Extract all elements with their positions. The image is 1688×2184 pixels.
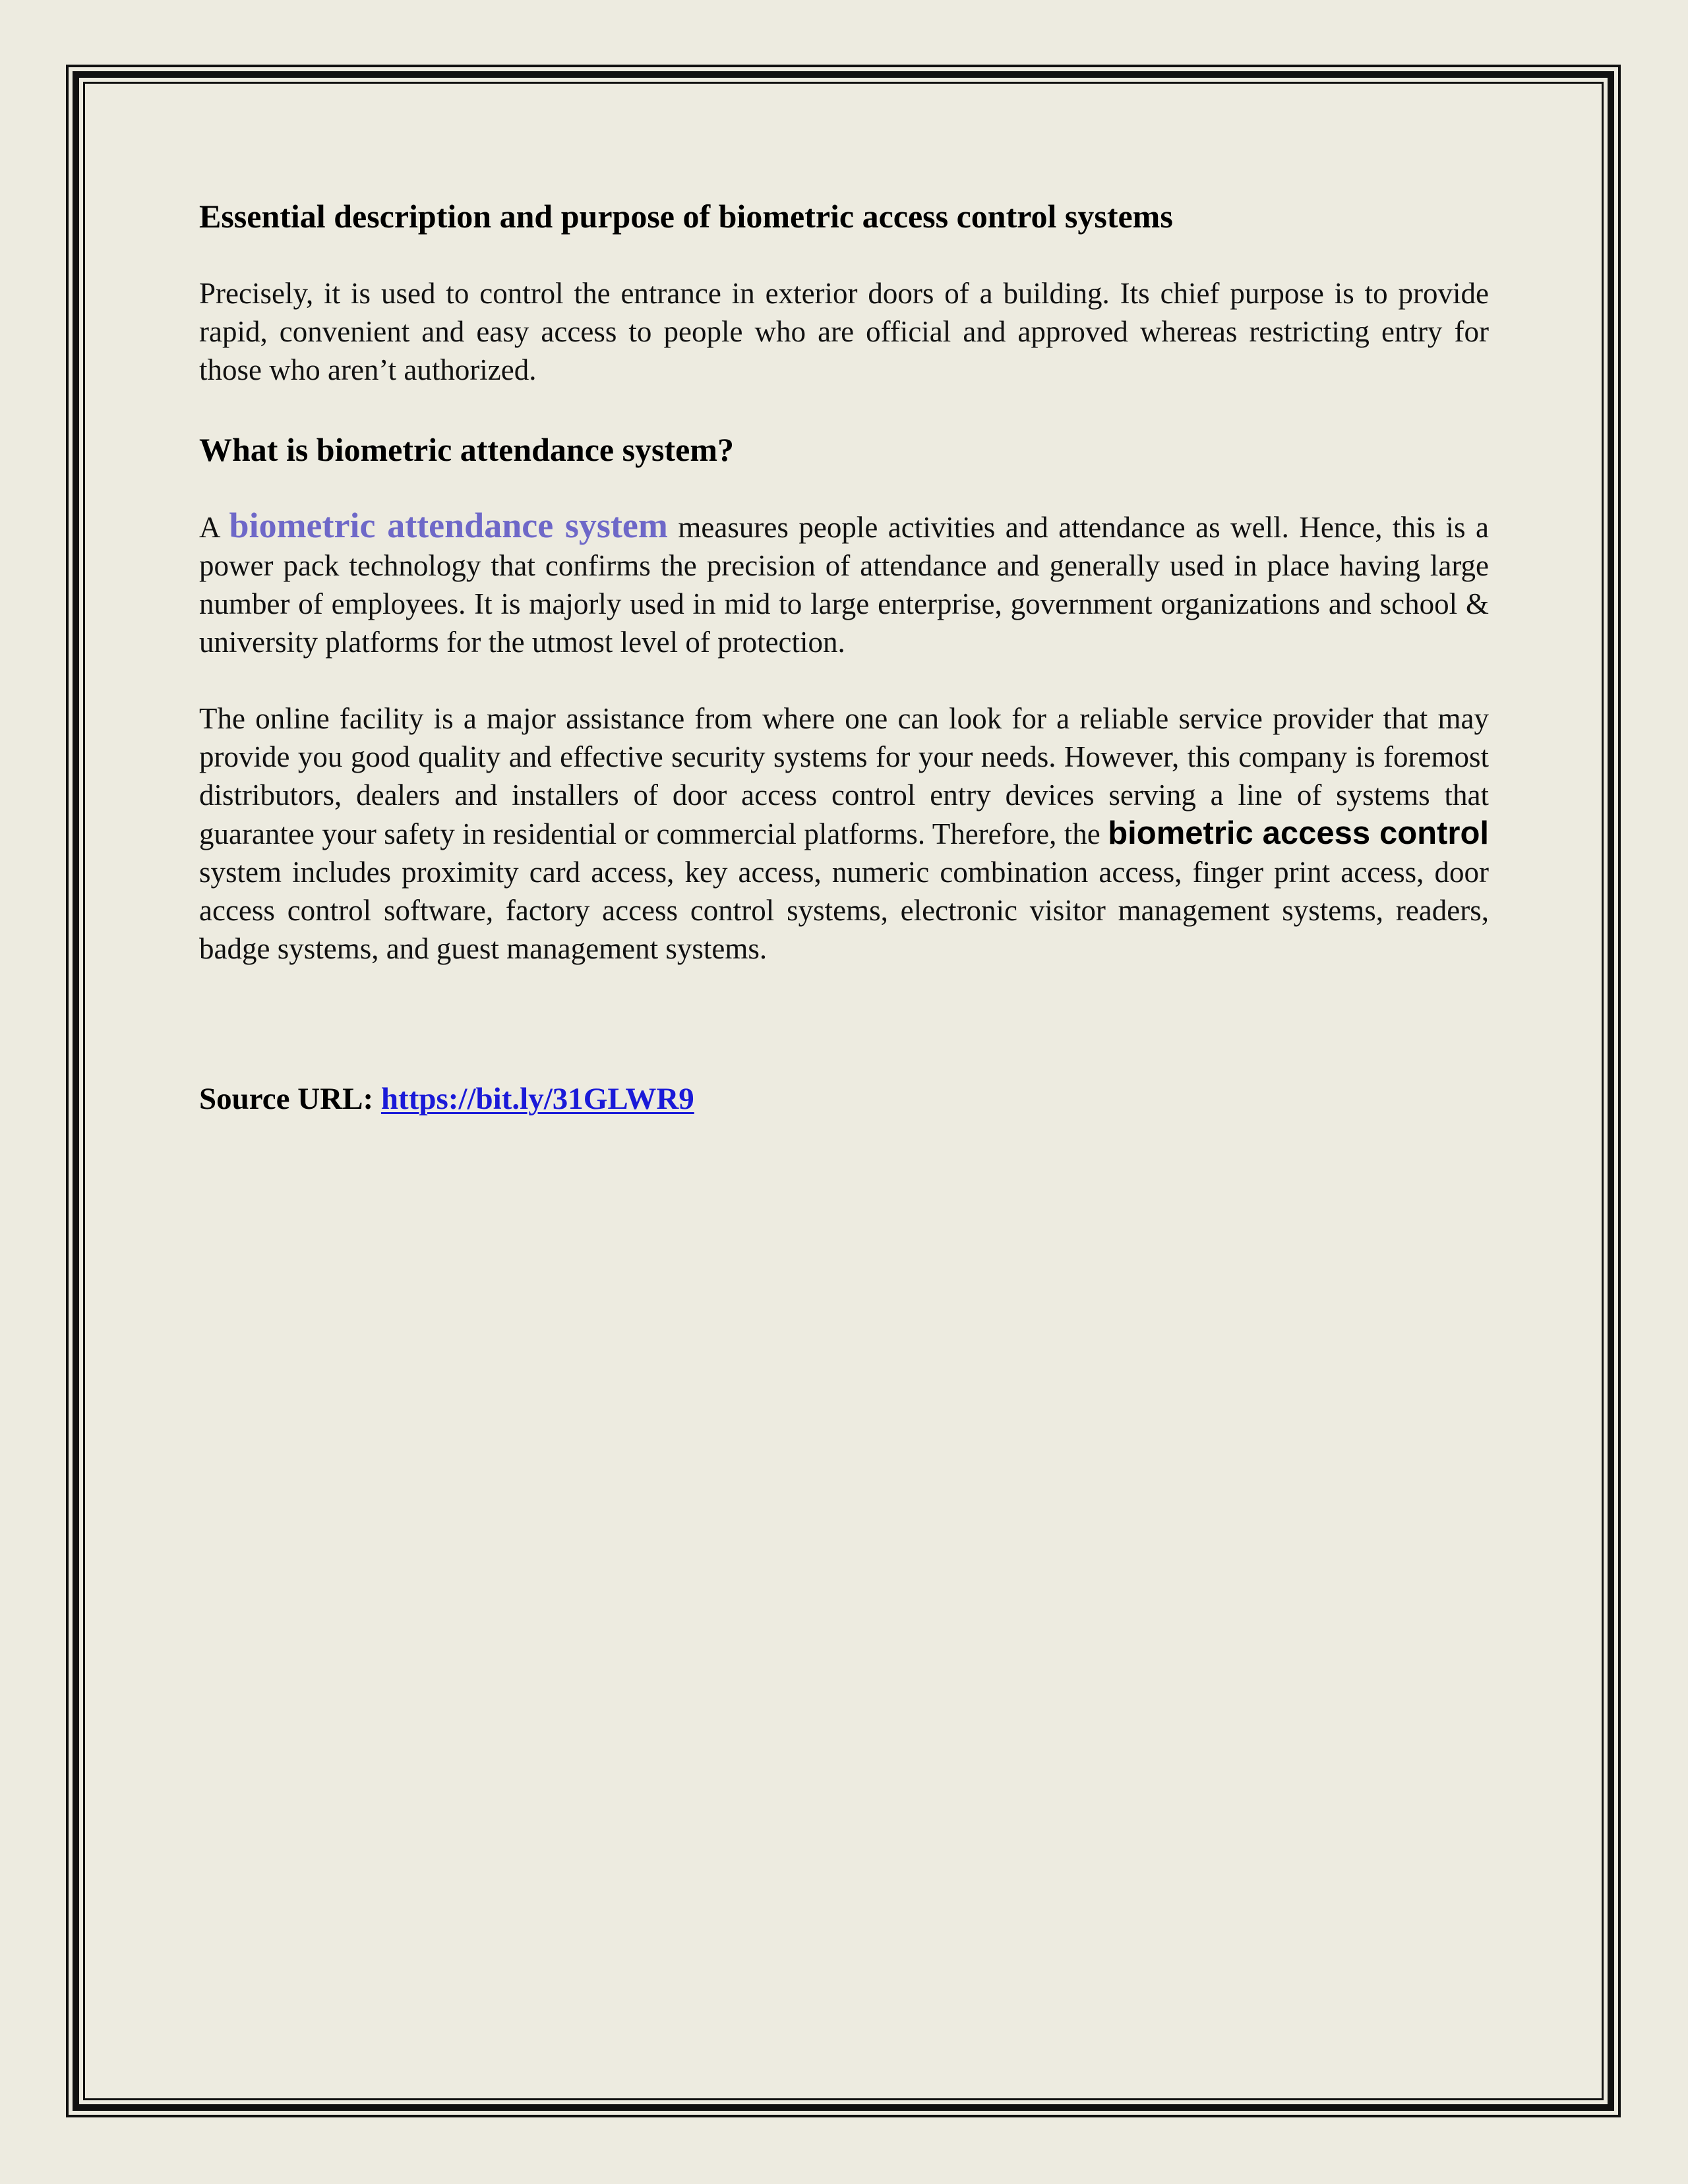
keyword-biometric-attendance-system: biometric attendance system xyxy=(229,506,668,545)
keyword-biometric-access-control: biometric access control xyxy=(1108,815,1489,851)
paragraph-online-facility xyxy=(199,699,1489,968)
section-heading-attendance: What is biometric attendance system? xyxy=(199,431,734,468)
section-heading-purpose: Essential description and purpose of biometric access control systems xyxy=(199,198,1173,235)
source-url-link[interactable]: https://bit.ly/31GLWR9 xyxy=(380,1082,694,1116)
paragraph-text: measures people activities and attendance as well. Hence, this is a power pack technology that confirms the precision of attendance and generally used in place having large number of employees. It is majorly used in mid to large enterprise, government organizations and school & university platforms for the utmost level of protection. xyxy=(199,511,1490,659)
document-content xyxy=(199,196,1489,1118)
paragraph-attendance xyxy=(199,506,1489,661)
paragraph-text-after: system includes proximity card access, key access, numeric combination access, finger print access, door access control software, factory access control systems, electronic visitor management systems, readers, badge systems, and guest management systems. xyxy=(199,856,1489,965)
source-label: Source URL: xyxy=(199,1082,374,1116)
source-line xyxy=(199,1080,1489,1118)
paragraph-purpose: Precisely, it is used to control the entrance in exterior doors of a building. Its chief purpose is to provide rapid, convenient and easy access to people who are official and approved whereas restricting entry for those who aren’t authorized. xyxy=(199,277,1489,386)
paragraph-lead: A xyxy=(199,511,220,544)
paragraph-text-before: The online facility is a major assistance from where one can look for a reliable service provider that may provide you good quality and effective security systems for your needs. However, this company is foremost distributors, dealers and installers of door access control entry devices serving a line of systems that guarantee your safety in residential or commercial platforms. Therefore, the xyxy=(199,702,1489,850)
